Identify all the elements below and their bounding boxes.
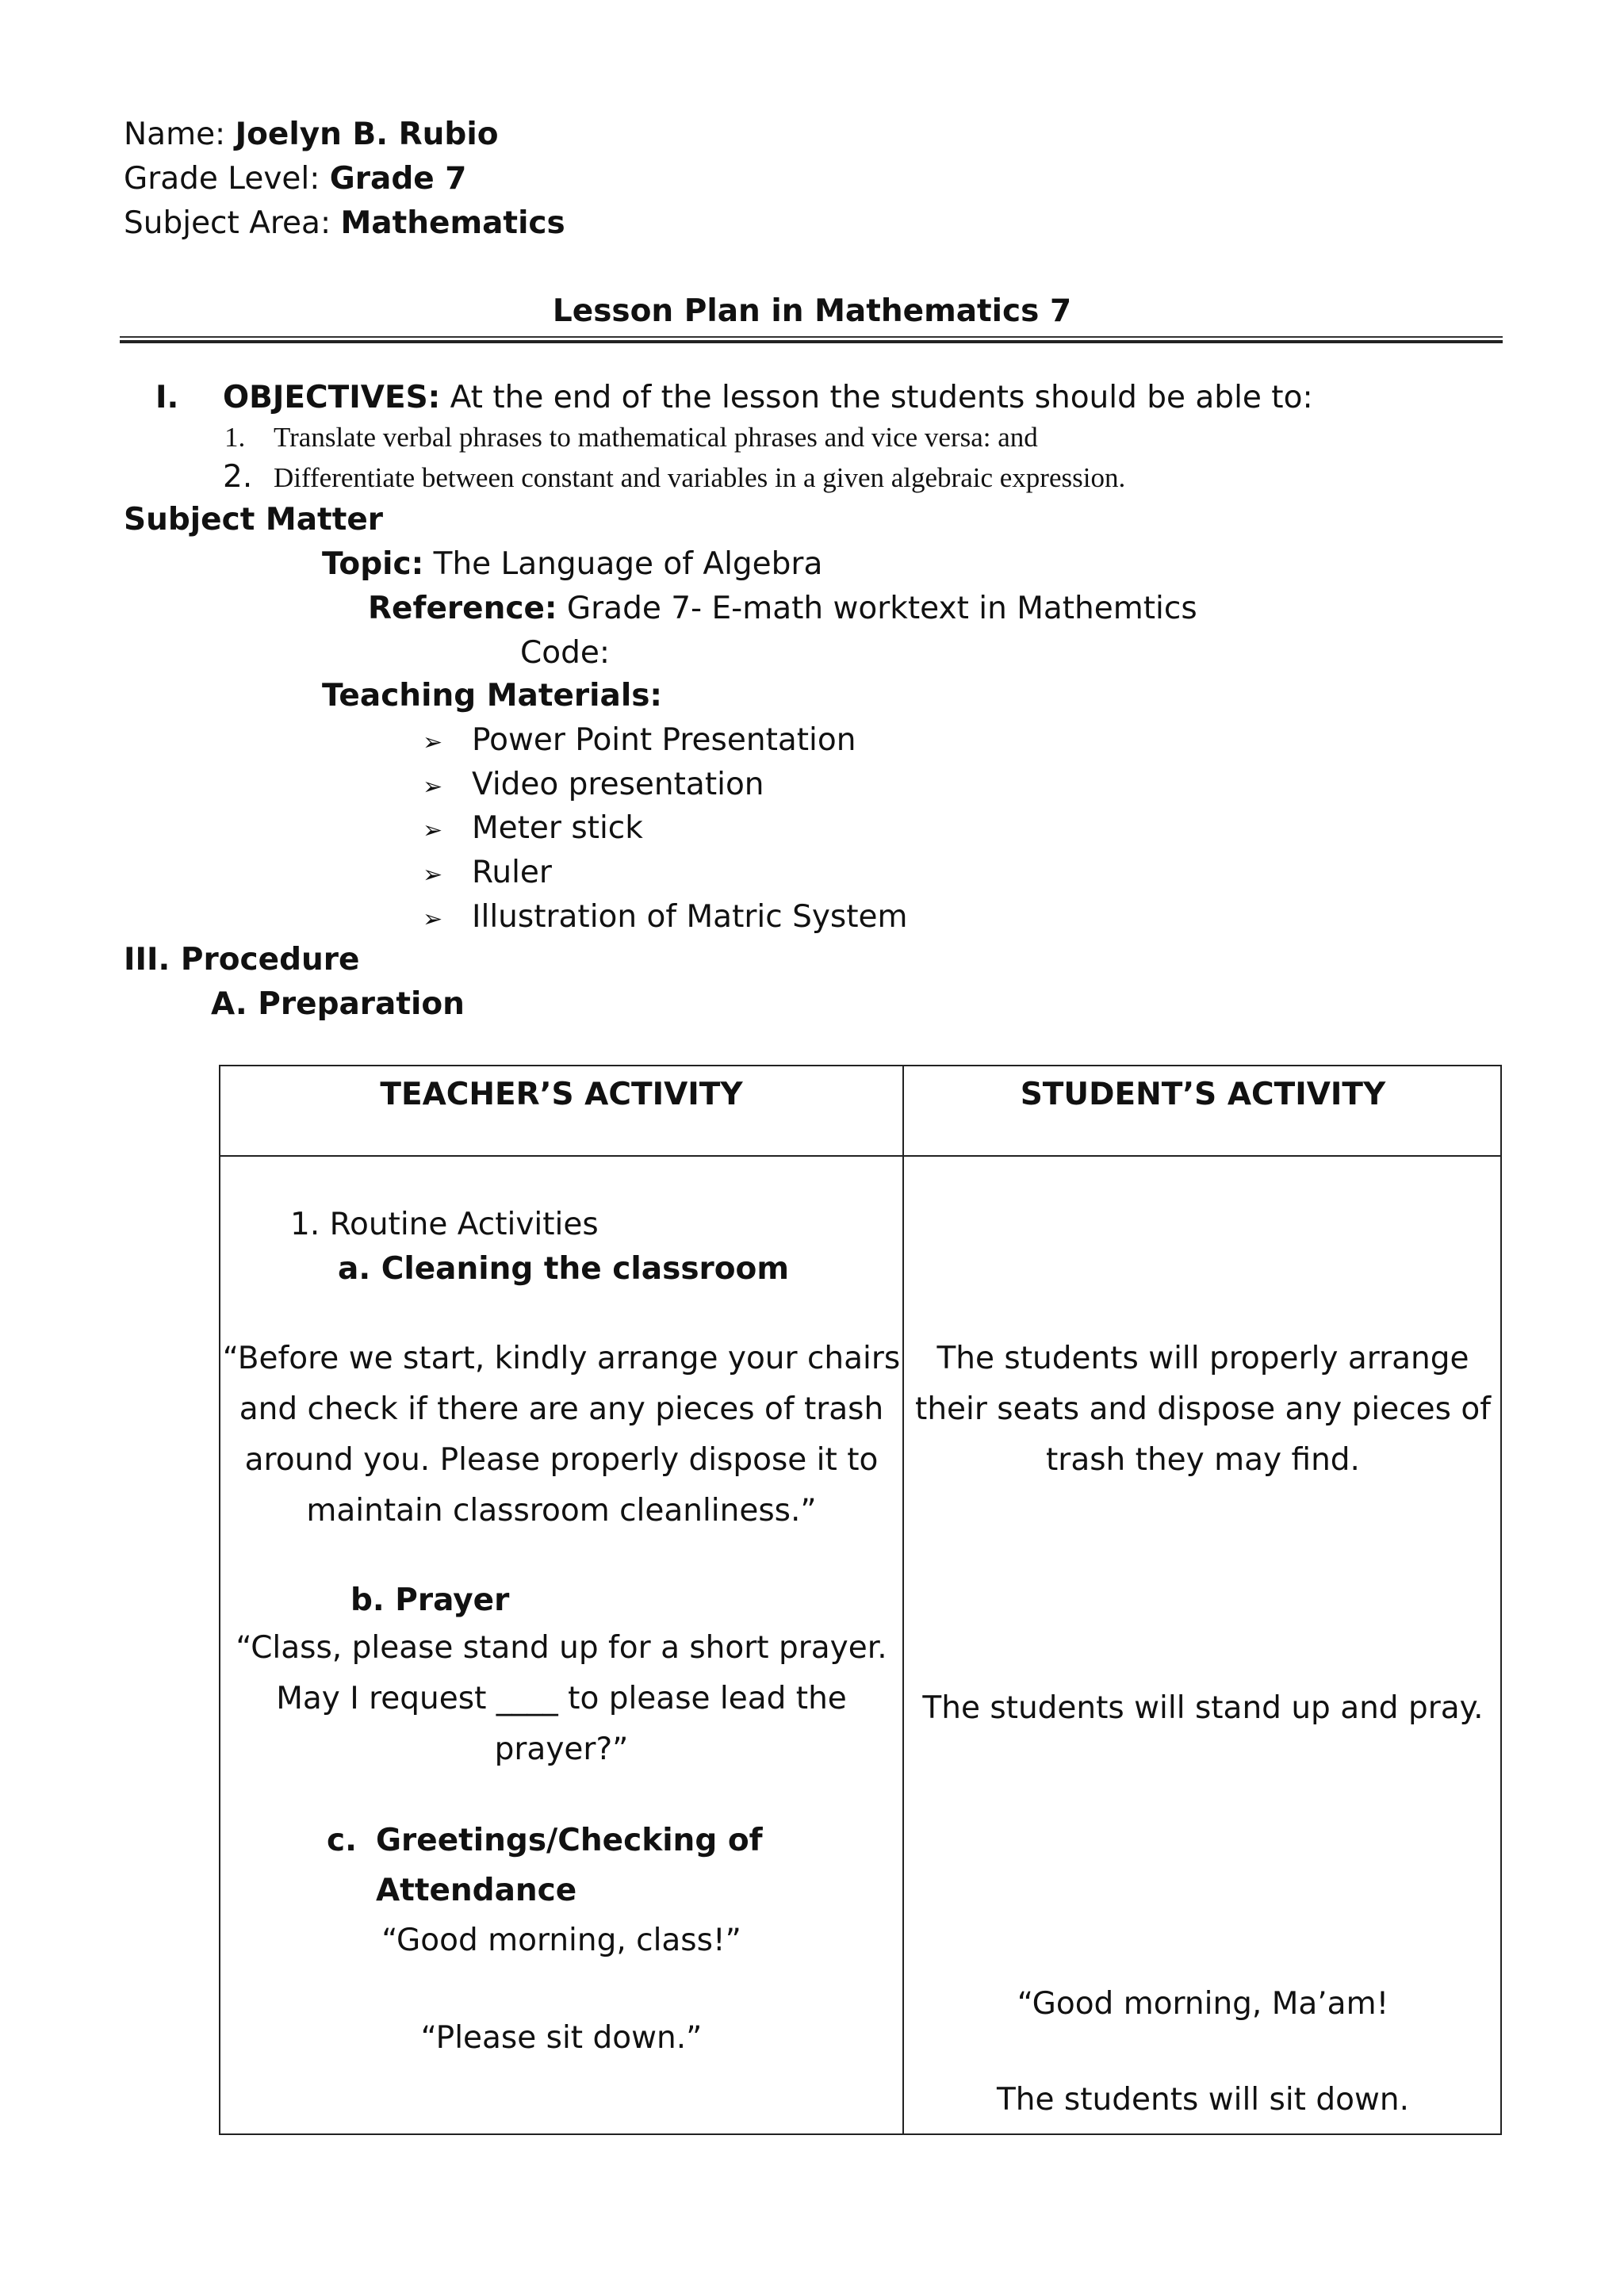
greetings-letter: c. <box>327 1823 357 1858</box>
objective-num-1: 1. <box>224 422 246 453</box>
prayer-student-text: The students will stand up and pray. <box>922 1690 1484 1726</box>
objective-text-1: Translate verbal phrases to mathematical phrases and vice versa: and <box>274 422 1038 453</box>
materials-label: Teaching Materials: <box>322 678 663 714</box>
table-column-divider <box>902 1066 904 2133</box>
objectives-numeral: I. <box>155 380 179 415</box>
subject-line <box>124 201 565 246</box>
page-title: Lesson Plan in Mathematics 7 <box>552 293 1072 329</box>
material-item: ➢ Power Point Presentation <box>423 718 856 765</box>
arrow-bullet-icon: ➢ <box>423 817 443 844</box>
table-header-divider <box>220 1155 1500 1157</box>
arrow-bullet-icon: ➢ <box>423 905 443 933</box>
title-rule-thin <box>120 336 1503 338</box>
topic-line <box>322 542 822 587</box>
prayer-heading: b. Prayer <box>350 1582 510 1618</box>
arrow-bullet-icon: ➢ <box>423 773 443 801</box>
objective-item-1 <box>224 415 1038 460</box>
arrow-bullet-icon: ➢ <box>423 729 443 756</box>
topic-label: Topic: <box>322 546 424 582</box>
grade-line <box>124 157 466 201</box>
preparation-heading: A. Preparation <box>211 986 465 1022</box>
greeting-student-text: “Good morning, Ma’am! <box>1017 1986 1389 2022</box>
objectives-intro: At the end of the lesson the students should be able to: <box>440 380 1313 415</box>
cleaning-teacher-text: “Before we start, kindly arrange your chairs and check if there are any pieces of trash around you. Please properly dispose it to maintain classroom cleanliness.” <box>222 1341 901 1529</box>
arrow-bullet-icon: ➢ <box>423 861 443 889</box>
objectives-line <box>223 376 1313 420</box>
objective-text-2: Differentiate between constant and variables in a given algebraic expression. <box>274 462 1126 493</box>
subject-value: Mathematics <box>340 205 565 241</box>
reference-line <box>368 587 1197 631</box>
subject-label: Subject Area: <box>124 205 341 241</box>
procedure-heading: III. Procedure <box>124 942 360 978</box>
objective-item-2 <box>223 455 1125 500</box>
sitdown-teacher-text: “Please sit down.” <box>420 2020 703 2056</box>
greeting-teacher-text: “Good morning, class!” <box>381 1923 741 1958</box>
prayer-teacher-text: “Class, please stand up for a short prayer. May I request ____ to please lead the prayer?” <box>236 1630 887 1767</box>
reference-value: Grade 7- E-math worktext in Mathemtics <box>557 591 1197 626</box>
greetings-heading-1: Greetings/Checking of <box>376 1823 763 1858</box>
title-rule-thick <box>120 340 1503 343</box>
material-item: ➢ Video presentation <box>423 763 764 809</box>
reference-label: Reference: <box>368 591 557 626</box>
greetings-heading-2: Attendance <box>376 1873 577 1908</box>
material-item: ➢ Illustration of Matric System <box>423 895 908 942</box>
material-item: ➢ Meter stick <box>423 806 643 853</box>
name-label: Name: <box>124 117 236 152</box>
objectives-label: OBJECTIVES: <box>223 380 441 415</box>
cleaning-heading: a. Cleaning the classroom <box>338 1251 789 1287</box>
grade-value: Grade 7 <box>329 161 467 197</box>
name-value: Joelyn B. Rubio <box>235 117 499 152</box>
cleaning-student-text: The students will properly arrange their seats and dispose any pieces of trash they may find. <box>915 1341 1491 1478</box>
objective-num-2: 2. <box>223 459 253 495</box>
code-label: Code: <box>520 635 610 671</box>
name-line <box>124 113 499 157</box>
routine-activities: 1. Routine Activities <box>290 1207 599 1242</box>
subject-matter-heading: Subject Matter <box>124 502 384 538</box>
teacher-activity-header: TEACHER’S ACTIVITY <box>380 1077 743 1112</box>
sitdown-student-text: The students will sit down. <box>996 2082 1409 2118</box>
topic-value: The Language of Algebra <box>423 546 823 582</box>
student-activity-header: STUDENT’S ACTIVITY <box>1020 1077 1386 1112</box>
material-item: ➢ Ruler <box>423 851 552 897</box>
grade-label: Grade Level: <box>124 161 330 197</box>
activity-table <box>219 1065 1502 2135</box>
